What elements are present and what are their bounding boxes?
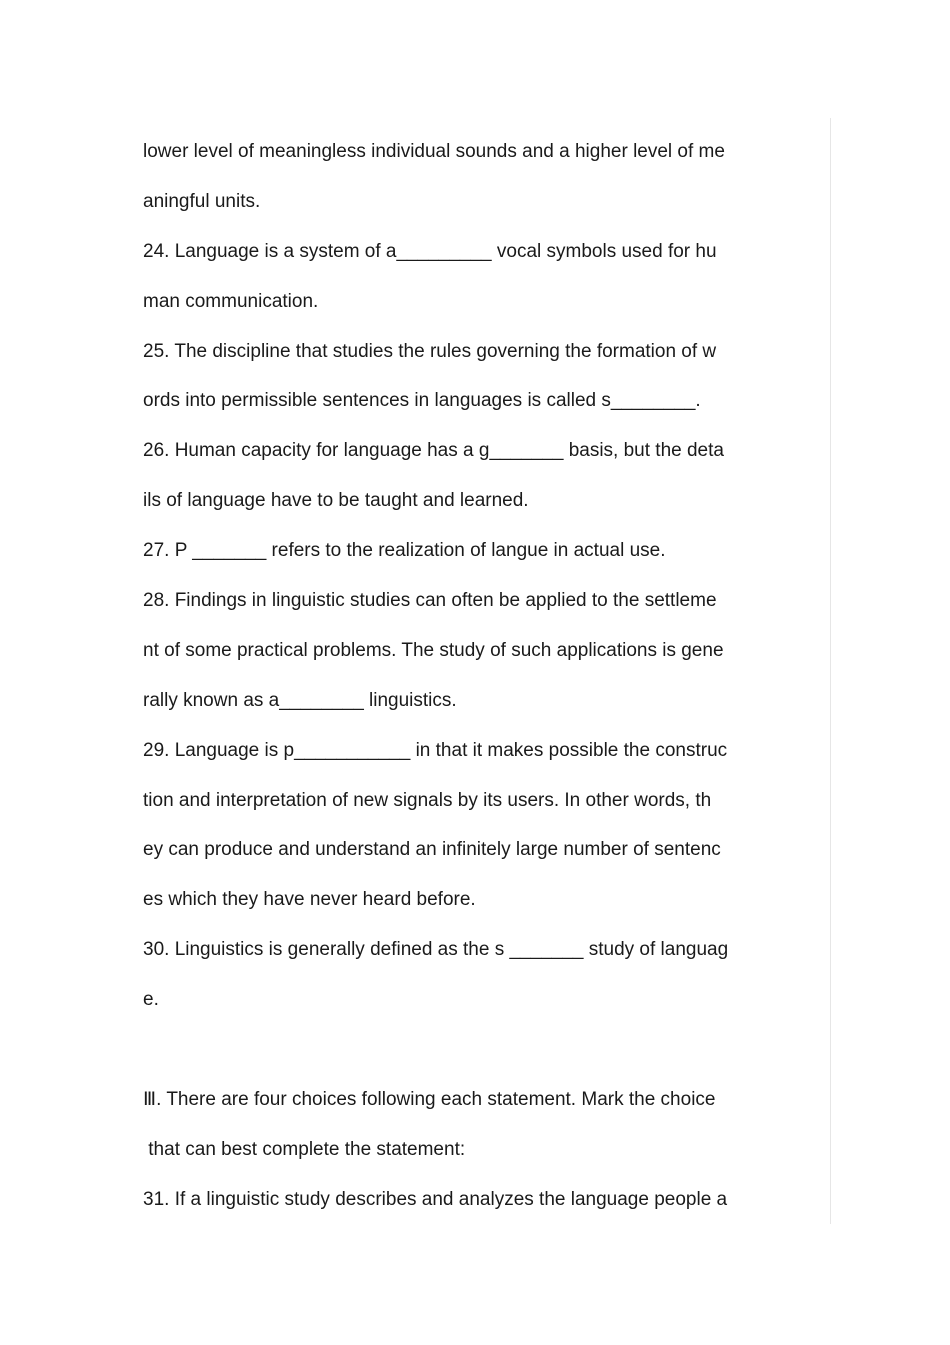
text-line: tion and interpretation of new signals by its users. In other words, th (143, 789, 712, 811)
text-line: ils of language have to be taught and learned. (143, 490, 529, 512)
text-line: man communication. (143, 290, 319, 312)
text-line: ey can produce and understand an infinitely large number of sentenc (143, 839, 721, 861)
question-24-line: 24. Language is a system of a_________ vocal symbols used for hu (143, 240, 717, 262)
question-26-line: 26. Human capacity for language has a g_______ basis, but the deta (143, 440, 724, 462)
page-margin-rule (830, 118, 831, 1224)
blank-line (143, 1025, 823, 1075)
question-28-line: 28. Findings in linguistic studies can often be applied to the settleme (143, 590, 717, 612)
text-line: that can best complete the statement: (143, 1138, 466, 1160)
question-31-line: 31. If a linguistic study describes and analyzes the language people a (143, 1188, 728, 1210)
text-line: ords into permissible sentences in languages is called s________. (143, 390, 701, 412)
text-line: rally known as a________ linguistics. (143, 689, 457, 711)
document-text-block (143, 127, 823, 1225)
text-line: lower level of meaningless individual sounds and a higher level of me (143, 141, 725, 162)
text-line: nt of some practical problems. The study of such applications is gene (143, 639, 724, 661)
question-27-line: 27. P _______ refers to the realization of langue in actual use. (143, 540, 666, 562)
question-29-line: 29. Language is p___________ in that it makes possible the construc (143, 739, 728, 761)
question-25-line: 25. The discipline that studies the rules governing the formation of w (143, 340, 717, 362)
text-line: es which they have never heard before. (143, 889, 476, 911)
text-line: aningful units. (143, 190, 261, 212)
section-iii-heading: Ⅲ. There are four choices following each statement. Mark the choice (143, 1088, 716, 1110)
text-line: e. (143, 989, 159, 1011)
question-30-line: 30. Linguistics is generally defined as the s _______ study of languag (143, 939, 729, 961)
